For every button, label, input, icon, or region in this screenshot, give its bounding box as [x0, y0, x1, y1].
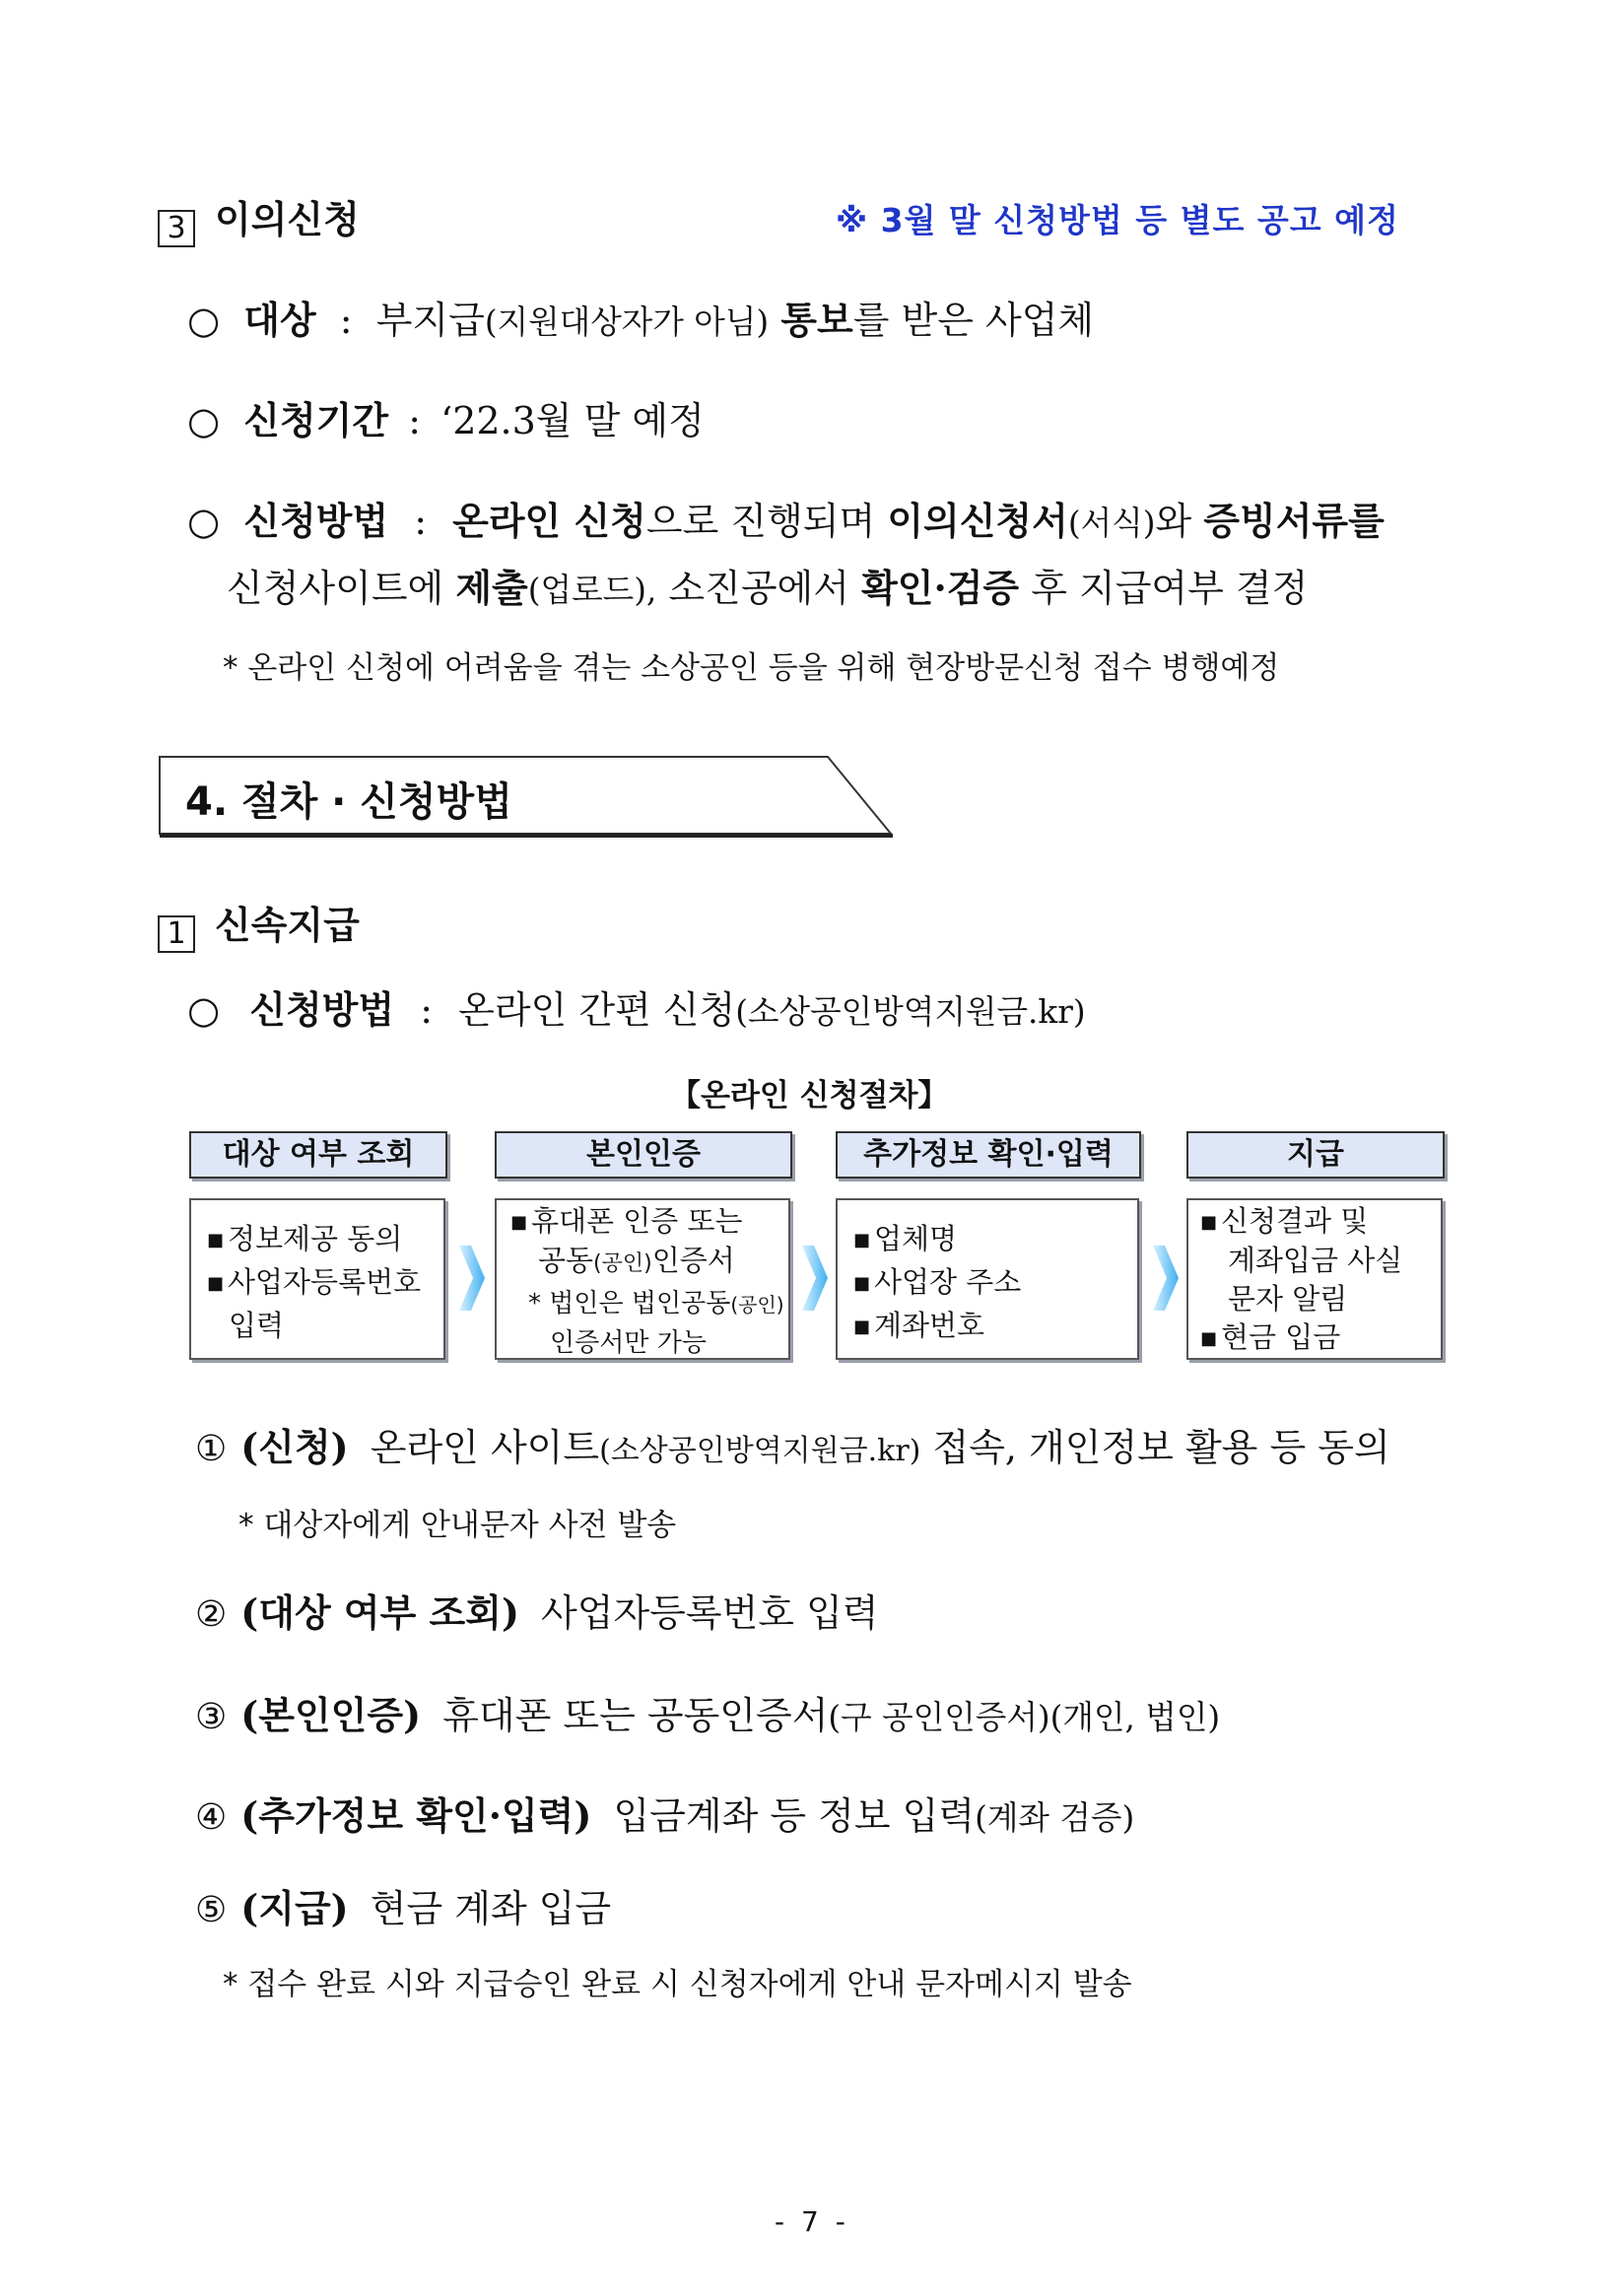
section1-heading [158, 895, 360, 953]
final-note: * 접수 완료 시와 지급승인 완료 시 신청자에게 안내 문자메시지 발송 [223, 1967, 1132, 2002]
target-label: 대상 [243, 298, 316, 342]
step-2: ② (대상 여부 조회) 사업자등록번호 입력 [195, 1590, 879, 1635]
period-line: ○ 신청기간 : ‘22.3월 말 예정 [187, 398, 705, 442]
stage-additional-info: 추가정보 확인·입력 [836, 1131, 1141, 1179]
square-bullet-icon: ■ [510, 1212, 528, 1233]
method-line-2: 신청사이트에 제출(업로드), 소진공에서 확인·검증 후 지급여부 결정 [227, 566, 1309, 610]
section-number-box: 3 [158, 210, 195, 247]
detail-additional-info: ■ 업체명 ■ 사업장 주소 ■ 계좌번호 [836, 1198, 1139, 1360]
detail-payment: ■ 신청결과 및 계좌입금 사실 문자 알림 ■ 현금 입금 [1186, 1198, 1443, 1360]
section-title: 신속지급 [215, 904, 360, 947]
bullet-circle-icon: ○ [187, 988, 221, 1032]
bullet-circle-icon: ○ [187, 500, 221, 543]
square-bullet-icon: ■ [853, 1230, 871, 1250]
stage-target-check: 대상 여부 조회 [189, 1131, 447, 1179]
section-title: 이의신청 [215, 198, 360, 241]
square-bullet-icon: ■ [1200, 1328, 1218, 1349]
section3-note: * 온라인 신청에 어려움을 겪는 소상공인 등을 위해 현장방문신청 접수 병행예정 [223, 650, 1280, 686]
section-number-box: 1 [158, 915, 195, 953]
page-number: - 7 - [775, 2205, 849, 2238]
detail-target-check: ■ 정보제공 동의 ■ 사업자등록번호 입력 [189, 1198, 445, 1360]
step1-note: * 대상자에게 안내문자 사전 발송 [238, 1508, 677, 1543]
section4-title: 4. 절차 · 신청방법 [185, 779, 512, 825]
detail-identity-auth: ■ 휴대폰 인증 또는 공동(공인)인증서 * 법인은 법인공동(공인) 인증서만 가능 [495, 1198, 790, 1360]
step-1: ① (신청) 온라인 사이트(소상공인방역지원금.kr) 접속, 개인정보 활용 등 동의 [195, 1425, 1390, 1469]
bullet-circle-icon: ○ [187, 399, 221, 442]
step-3: ③ (본인인증) 휴대폰 또는 공동인증서(구 공인인증서)(개인, 법인) [195, 1693, 1221, 1737]
square-bullet-icon: ■ [207, 1230, 225, 1250]
stage-identity-auth: 본인인증 [495, 1131, 792, 1179]
bullet-circle-icon: ○ [187, 299, 221, 342]
flow-title: 【온라인 신청절차】 [670, 1078, 949, 1114]
quick-method-line: ○ 신청방법 : 온라인 간편 신청(소상공인방역지원금.kr) [187, 987, 1086, 1032]
flow-arrow-icon [800, 1244, 830, 1313]
step-5: ⑤ (지급) 현금 계좌 입금 [195, 1886, 612, 1930]
stage-payment: 지급 [1186, 1131, 1445, 1179]
method-line: ○ 신청방법 : 온라인 신청으로 진행되며 이의신청서(서식)와 증빙서류를 [187, 499, 1385, 543]
section3-heading [158, 189, 360, 247]
target-line: ○ 대상 : 부지급(지원대상자가 아님) 통보를 받은 사업체 [187, 298, 1095, 342]
flow-arrow-icon [457, 1244, 487, 1313]
flow-arrow-icon [1151, 1244, 1181, 1313]
notice-text: ※ 3월 말 신청방법 등 별도 공고 예정 [836, 201, 1399, 239]
square-bullet-icon: ■ [1200, 1212, 1218, 1233]
square-bullet-icon: ■ [853, 1273, 871, 1294]
square-bullet-icon: ■ [853, 1317, 871, 1337]
step-4: ④ (추가정보 확인·입력) 입금계좌 등 정보 입력(계좌 검증) [195, 1793, 1135, 1838]
square-bullet-icon: ■ [207, 1273, 225, 1294]
